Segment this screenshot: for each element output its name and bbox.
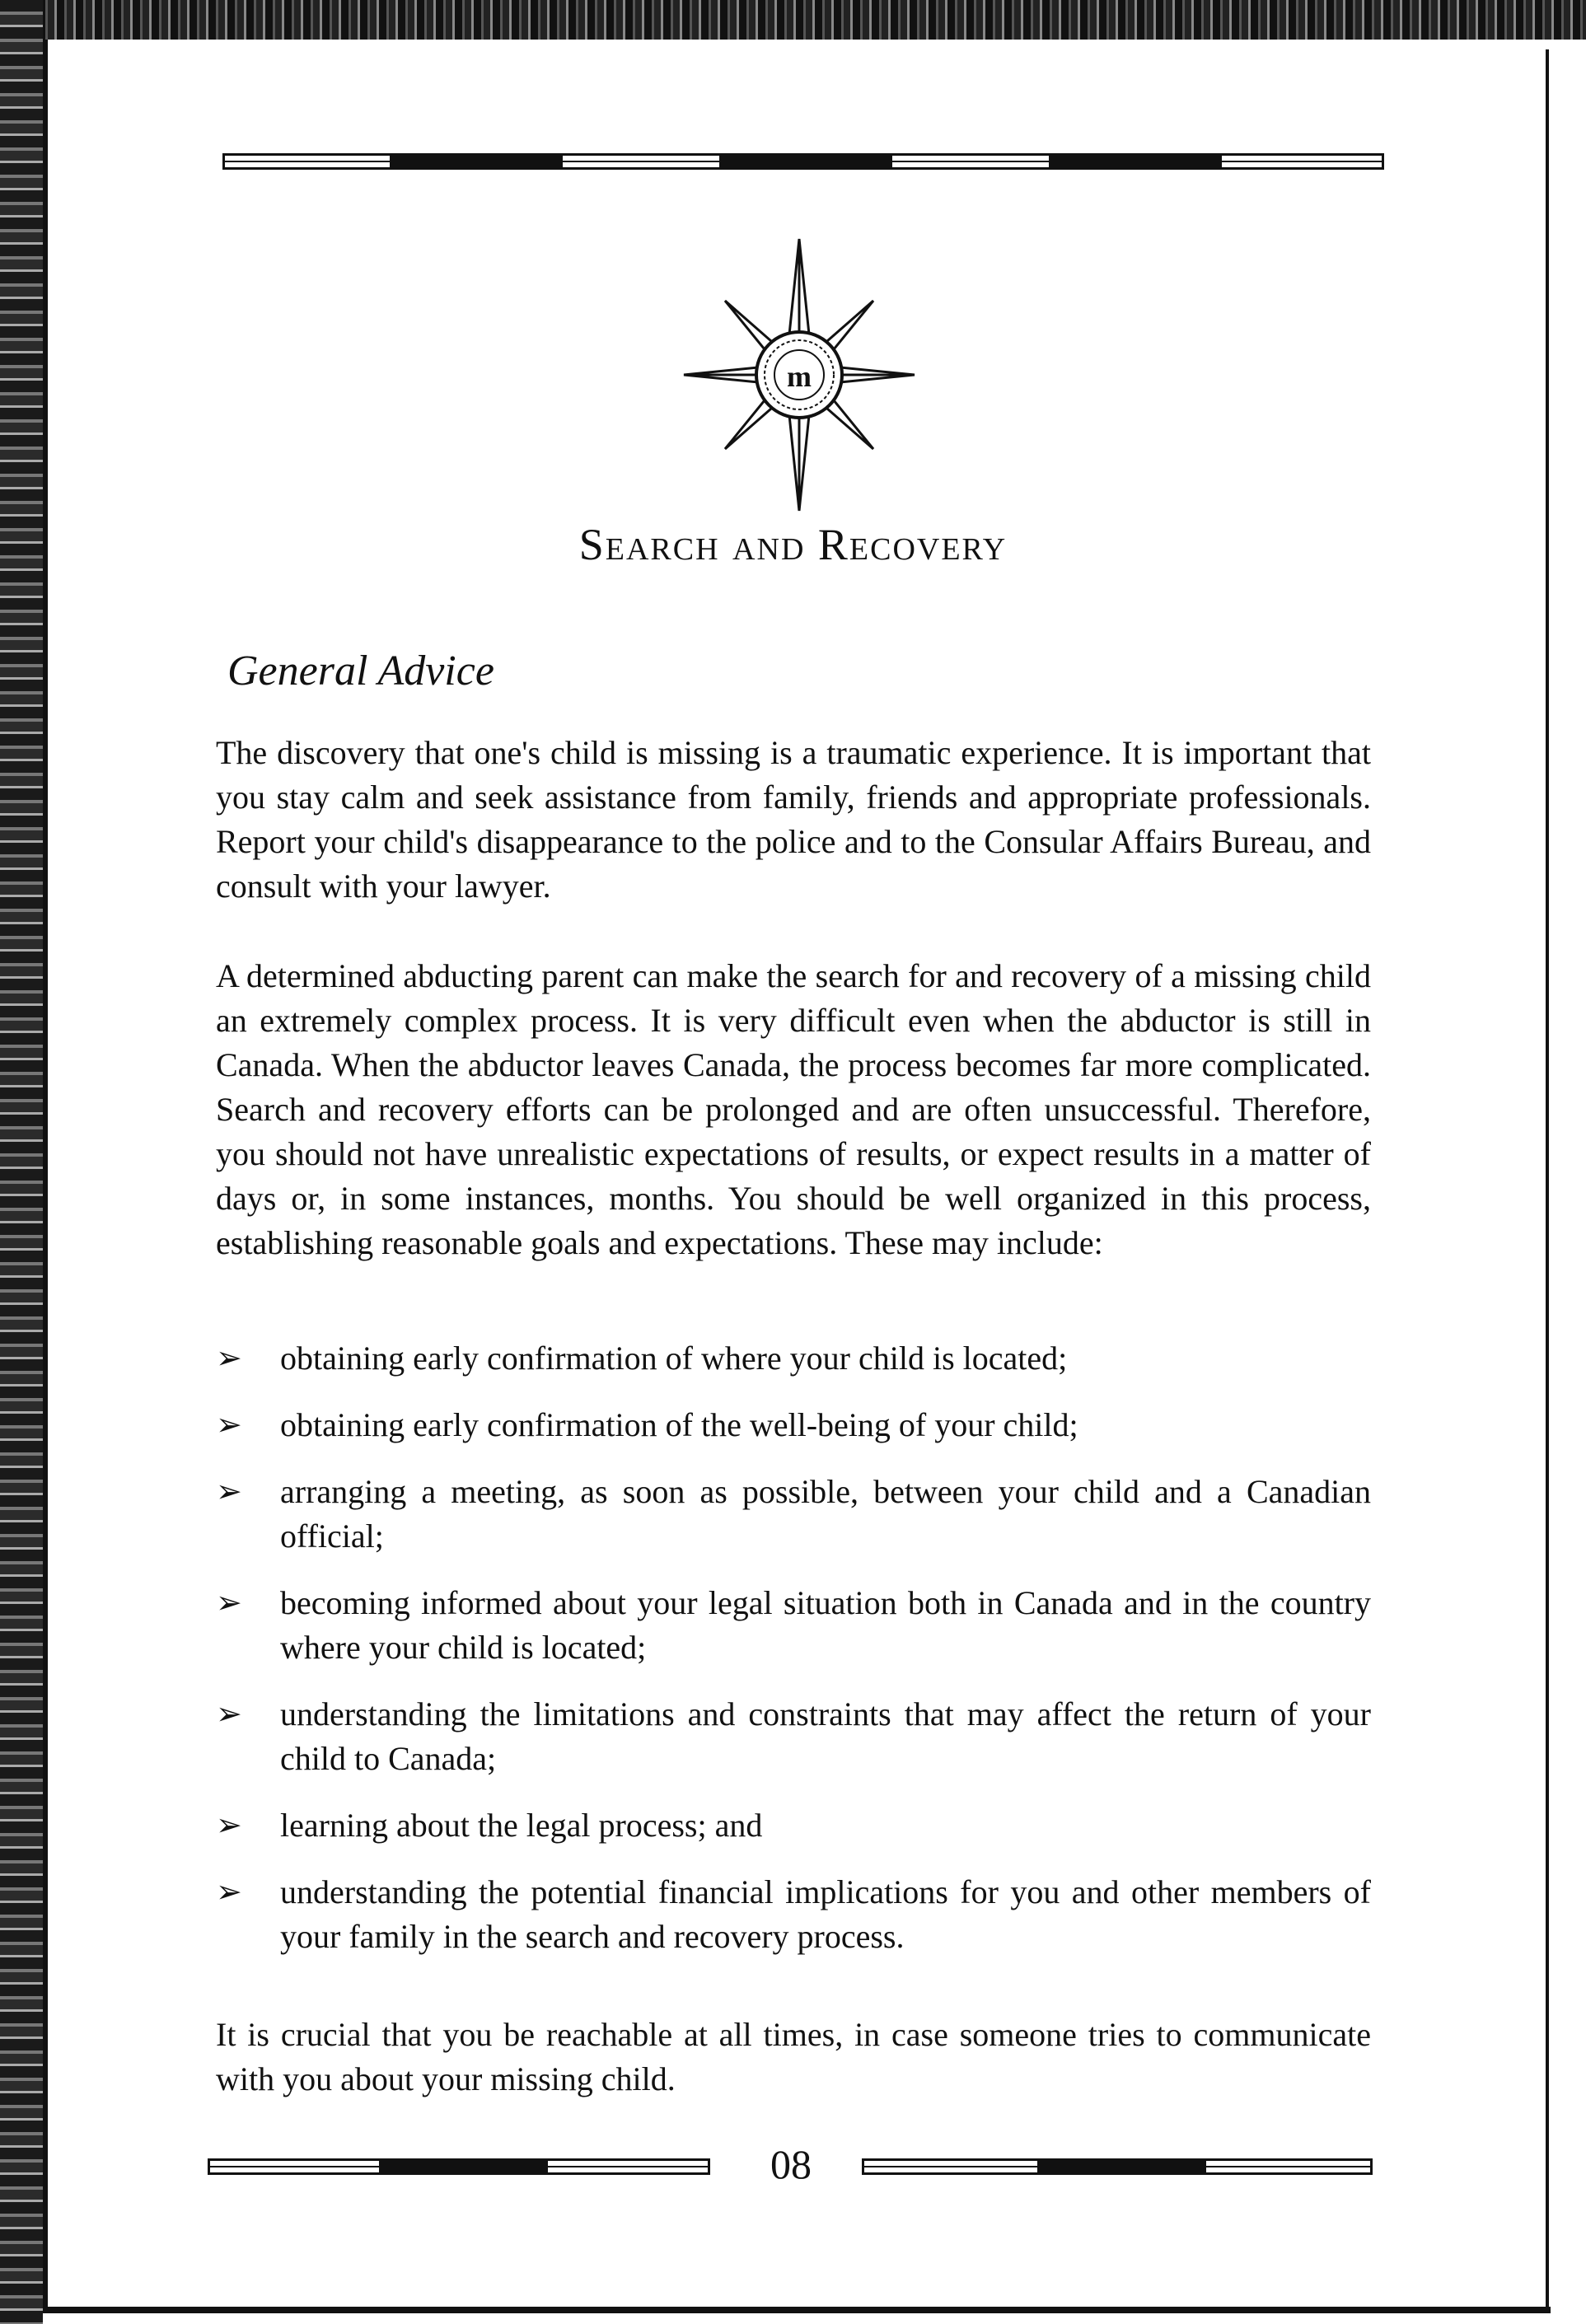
compass-rose-icon (676, 235, 923, 515)
svg-text:m: m (787, 360, 812, 393)
list-item: ➢ understanding the limitations and constraints that may affect the return of your child to Canada; (216, 1692, 1371, 1781)
process-paragraph: A determined abducting parent can make the search for and recovery of a missing child an extremely complex process. It is very difficult even when the abductor is still in Canada. When the abductor leaves Canada, the process becomes far more complicated. Search and recovery efforts can be prolonged and are often unsuccessful. Therefore, you should not have unrealistic expectations of results, or expect results in a matter of days or, in some instances, months. You should be well organized in this process, establishing reasonable goals and expectations. These may include: (216, 957, 1371, 1261)
arrow-bullet-icon: ➢ (216, 1808, 242, 1843)
goals-list (216, 1336, 1371, 1981)
arrow-bullet-icon: ➢ (216, 1475, 242, 1509)
page-border-right (1546, 49, 1549, 2307)
page-border-left (43, 40, 48, 2313)
arrow-bullet-icon: ➢ (216, 1875, 242, 1910)
list-item: ➢ understanding the potential financial implications for you and other members of your family in the search and recovery process. (216, 1870, 1371, 1959)
list-item: ➢ arranging a meeting, as soon as possible, between your child and a Canadian official; (216, 1470, 1371, 1559)
bottom-right-decorative-rule (862, 2158, 1373, 2175)
arrow-bullet-icon: ➢ (216, 1408, 242, 1443)
scan-edge-top (0, 0, 1586, 40)
list-item: ➢ obtaining early confirmation of the well-being of your child; (216, 1403, 1371, 1447)
intro-paragraph: The discovery that one's child is missing is a traumatic experience. It is important that you stay calm and seek assistance from family, friends and appropriate professionals. Report your child's disappearance to the police and to the Consular Affairs Bureau, and consult with your lawyer. (216, 734, 1371, 905)
closing-paragraph: It is crucial that you be reachable at all times, in case someone tries to communicate with you about your missing child. (216, 2016, 1371, 2097)
scan-edge-left (0, 0, 43, 2324)
bottom-left-decorative-rule (208, 2158, 710, 2175)
list-item: ➢ obtaining early confirmation of where your child is located; (216, 1336, 1371, 1381)
top-decorative-rule (222, 153, 1384, 170)
page-number: 08 (770, 2141, 812, 2187)
page-title: Search and Recovery (578, 520, 1008, 569)
list-item: ➢ becoming informed about your legal situation both in Canada and in the country where your child is located; (216, 1581, 1371, 1670)
arrow-bullet-icon: ➢ (216, 1341, 242, 1376)
section-heading: General Advice (227, 648, 494, 694)
arrow-bullet-icon: ➢ (216, 1697, 242, 1732)
page-border-bottom (43, 2307, 1551, 2313)
list-item: ➢ learning about the legal process; and (216, 1803, 1371, 1848)
arrow-bullet-icon: ➢ (216, 1586, 242, 1620)
